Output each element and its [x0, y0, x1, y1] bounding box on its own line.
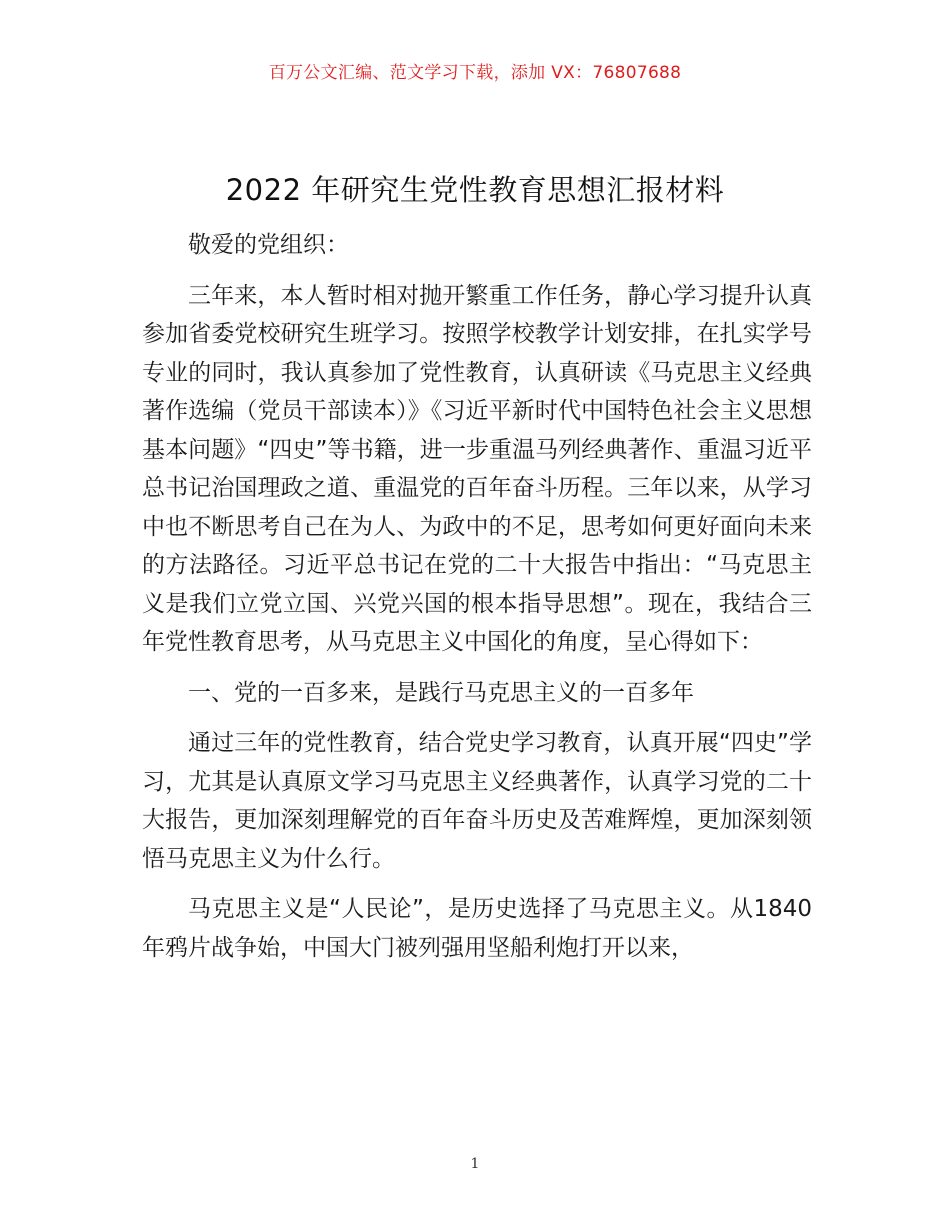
document-body — [142, 226, 812, 979]
page-number: 1 — [470, 1156, 480, 1172]
body-paragraph: 通过三年的党性教育，结合党史学习教育，认真开展“四史”学习，尤其是认真原文学习马克思主义经典著作，认真学习党的二十大报告，更加深刻理解党的百年奋斗历史及苦难辉煌，更加深刻领悟马克思主义为什么行。 — [142, 730, 812, 872]
document-title: 2022 年研究生党性教育思想汇报材料 — [225, 173, 725, 207]
body-paragraph: 马克思主义是“人民论”，是历史选择了马克思主义。从1840 年鸦片战争始，中国大门被列强用坚船利炮打开以来， — [142, 896, 812, 961]
body-paragraph: 三年来，本人暂时相对抛开繁重工作任务，静心学习提升认真参加省委党校研究生班学习。按照学校教学计划安排，在扎实学号专业的同时，我认真参加了党性教育，认真研读《马克思主义经典著作选编（党员干部读本）》《习近平新时代中国特色社会主义思想基本问题》“四史”等书籍，进一步重温马列经典著作、重温习近平总书记治国理政之道、重温党的百年奋斗历程。三年以来，从学习中也不断思考自己在为人、为政中的不足，思考如何更好面向未来的方法路径。习近平总书记在党的二十大报告中指出：“马克思主义是我们立党立国、兴党兴国的根本指导思想”。现在，我结合三年党性教育思考，从马克思主义中国化的角度，呈心得如下： — [142, 282, 812, 655]
section-heading: 一、党的一百多来，是践行马克思主义的一百多年 — [188, 679, 694, 706]
salutation: 敬爱的党组织： — [188, 232, 349, 258]
header-note: 百万公文汇编、范文学习下载，添加 VX：76807688 — [268, 63, 682, 83]
